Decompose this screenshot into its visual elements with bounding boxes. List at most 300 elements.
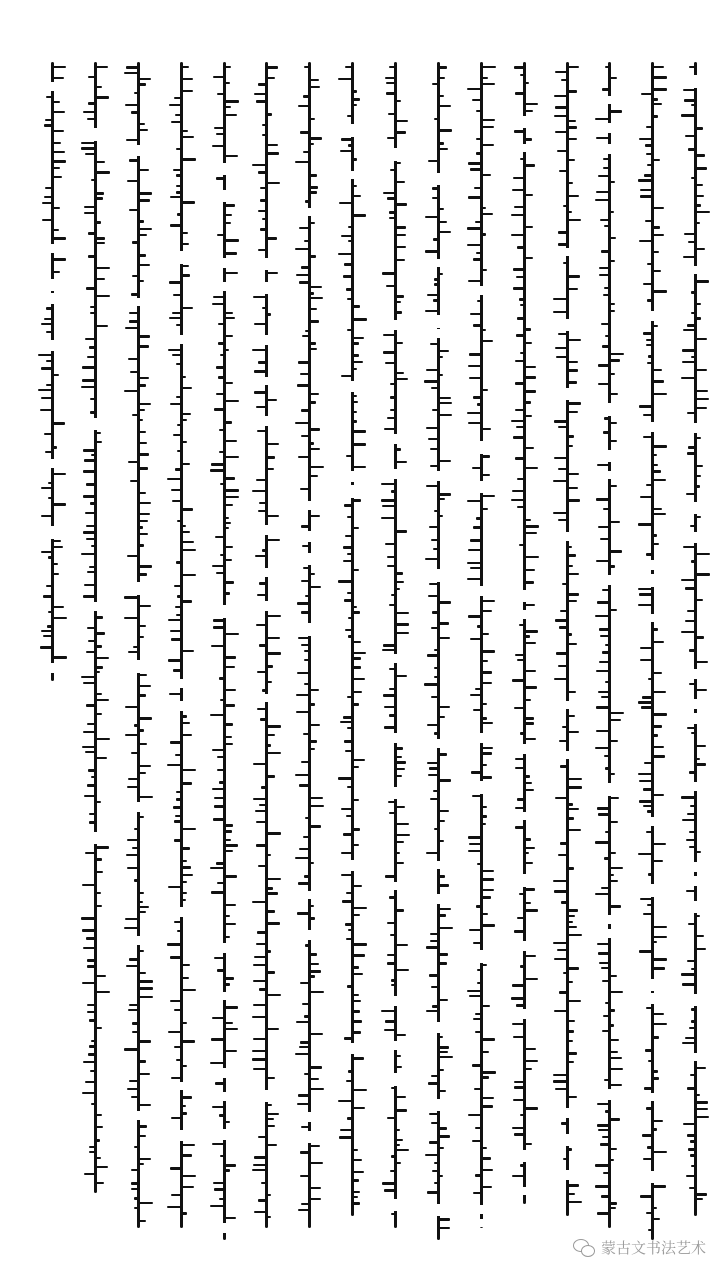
word-gap <box>91 418 100 430</box>
letter-stroke <box>696 516 701 518</box>
letter-stroke <box>514 130 524 133</box>
letter-stroke <box>177 424 181 426</box>
word-gap <box>648 979 657 991</box>
letter-stroke <box>45 187 52 189</box>
letter-stroke <box>429 1141 438 1144</box>
word-gap <box>348 860 357 871</box>
letter-stroke <box>310 186 318 189</box>
letter-stroke <box>439 95 444 97</box>
letter-stroke <box>139 972 146 974</box>
letter-stroke <box>387 565 395 567</box>
letter-stroke <box>304 683 309 685</box>
letter-stroke <box>519 544 524 546</box>
letter-stroke <box>482 119 495 121</box>
word-gap <box>134 298 143 306</box>
letter-stroke <box>396 675 407 677</box>
letter-stroke <box>382 505 395 507</box>
letter-stroke <box>212 1106 224 1108</box>
word-gap <box>563 388 572 400</box>
letter-stroke <box>384 726 395 729</box>
letter-stroke <box>139 1158 151 1160</box>
letter-stroke <box>470 638 481 640</box>
letter-stroke <box>353 914 360 916</box>
letter-stroke <box>182 1022 187 1024</box>
letter-stroke <box>225 633 239 635</box>
letter-stroke <box>525 1068 532 1070</box>
word-gap <box>391 1041 400 1050</box>
letter-stroke <box>684 233 695 235</box>
column-stem <box>566 62 569 1216</box>
letter-stroke <box>45 451 52 453</box>
letter-stroke <box>525 862 533 864</box>
letter-stroke <box>386 82 395 84</box>
letter-stroke <box>124 617 138 619</box>
letter-stroke <box>134 1197 138 1200</box>
letter-stroke <box>353 954 365 957</box>
letter-stroke <box>225 527 229 529</box>
letter-stroke <box>396 1096 406 1098</box>
letter-stroke <box>139 772 146 774</box>
letter-stroke <box>42 202 52 204</box>
letter-stroke <box>468 1114 481 1116</box>
letter-stroke <box>383 644 395 647</box>
letter-stroke <box>472 467 481 469</box>
letter-stroke <box>427 654 438 657</box>
letter-stroke <box>134 1207 138 1209</box>
letter-stroke <box>84 212 95 214</box>
letter-stroke <box>434 676 438 678</box>
letter-stroke <box>688 446 695 449</box>
letter-stroke <box>385 362 395 364</box>
letter-stroke <box>391 490 395 493</box>
letter-stroke <box>685 620 695 622</box>
letter-stroke <box>299 281 309 284</box>
letter-stroke <box>210 1062 224 1064</box>
letter-stroke <box>558 468 567 470</box>
letter-stroke <box>469 843 481 845</box>
letter-stroke <box>134 879 138 882</box>
letter-stroke <box>182 782 192 785</box>
letter-stroke <box>689 1187 695 1189</box>
letter-stroke <box>213 1182 224 1184</box>
letter-stroke <box>482 66 496 68</box>
letter-stroke <box>225 904 236 906</box>
letter-stroke <box>385 77 395 79</box>
letter-stroke <box>439 820 445 822</box>
letter-stroke <box>139 377 149 379</box>
letter-stroke <box>568 786 582 789</box>
letter-stroke <box>525 909 538 912</box>
letter-stroke <box>131 1182 138 1185</box>
letter-stroke <box>310 393 319 395</box>
letter-stroke <box>213 76 224 78</box>
letter-stroke <box>645 220 652 222</box>
letter-stroke <box>558 519 567 521</box>
letter-stroke <box>212 1017 224 1019</box>
letter-stroke <box>175 468 181 471</box>
letter-stroke <box>295 248 309 250</box>
letter-stroke <box>653 691 666 693</box>
letter-stroke <box>525 1060 538 1062</box>
letter-stroke <box>345 629 352 631</box>
letter-stroke <box>182 549 196 551</box>
letter-stroke <box>696 599 703 601</box>
letter-stroke <box>568 435 574 438</box>
letter-stroke <box>525 978 538 980</box>
letter-stroke <box>82 884 95 886</box>
letter-stroke <box>90 312 95 314</box>
letter-stroke <box>384 1029 395 1031</box>
letter-stroke <box>568 554 576 557</box>
letter-stroke <box>182 1040 195 1043</box>
letter-stroke <box>477 300 481 302</box>
letter-stroke <box>512 984 524 987</box>
letter-stroke <box>513 1099 524 1101</box>
letter-stroke <box>514 930 524 933</box>
letter-stroke <box>252 1169 266 1171</box>
letter-stroke <box>687 324 695 327</box>
letter-stroke <box>689 771 695 774</box>
letter-stroke <box>434 510 438 512</box>
letter-stroke <box>53 142 61 144</box>
letter-stroke <box>641 93 652 95</box>
letter-stroke <box>303 567 309 569</box>
letter-stroke <box>439 129 452 132</box>
letter-stroke <box>429 526 438 528</box>
letter-stroke <box>525 699 531 701</box>
letter-stroke <box>682 1042 695 1044</box>
letter-stroke <box>225 477 235 480</box>
letter-stroke <box>256 100 266 103</box>
letter-stroke <box>126 66 138 69</box>
letter-stroke <box>167 478 181 480</box>
letter-stroke <box>46 307 52 310</box>
letter-stroke <box>172 354 181 356</box>
letter-stroke <box>353 1107 365 1109</box>
letter-stroke <box>139 533 148 535</box>
text-column <box>463 62 500 1252</box>
letter-stroke <box>467 562 481 564</box>
letter-stroke <box>647 164 652 166</box>
letter-stroke <box>310 1066 322 1069</box>
letter-stroke <box>439 962 447 965</box>
letter-stroke <box>653 1151 667 1153</box>
letter-stroke <box>267 1125 275 1127</box>
letter-stroke <box>302 1003 309 1005</box>
letter-stroke <box>170 956 181 959</box>
letter-stroke <box>482 747 493 749</box>
letter-stroke <box>96 197 103 200</box>
letter-stroke <box>640 496 652 498</box>
letter-stroke <box>127 786 138 788</box>
letter-stroke <box>176 1059 181 1061</box>
word-gap <box>48 293 57 304</box>
letter-stroke <box>427 724 438 726</box>
letter-stroke <box>81 553 95 555</box>
letter-stroke <box>568 1184 579 1187</box>
letter-stroke <box>83 495 95 498</box>
letter-stroke <box>53 374 59 376</box>
letter-stroke <box>342 900 352 903</box>
letter-stroke <box>139 625 146 627</box>
letter-stroke <box>310 222 315 224</box>
letter-stroke <box>482 340 493 342</box>
word-gap <box>434 1099 443 1111</box>
letter-stroke <box>254 956 266 958</box>
letter-stroke <box>84 795 95 797</box>
letter-stroke <box>482 83 495 85</box>
letter-stroke <box>604 417 609 420</box>
word-gap <box>220 258 229 268</box>
letter-stroke <box>482 752 492 755</box>
letter-stroke <box>44 433 52 435</box>
letter-stroke <box>596 730 609 732</box>
word-gap <box>691 502 700 514</box>
letter-stroke <box>348 144 352 147</box>
column-stem <box>137 62 140 1228</box>
letter-stroke <box>295 774 309 776</box>
letter-stroke <box>647 263 652 265</box>
letter-stroke <box>176 191 181 194</box>
letter-stroke <box>139 636 144 638</box>
letter-stroke <box>139 403 151 405</box>
letter-stroke <box>182 387 192 389</box>
letter-stroke <box>96 666 103 669</box>
letter-stroke <box>48 556 52 559</box>
letter-stroke <box>597 601 609 604</box>
letter-stroke <box>41 515 52 517</box>
letter-stroke <box>139 199 150 202</box>
letter-stroke <box>353 466 366 468</box>
letter-stroke <box>267 443 279 445</box>
letter-stroke <box>426 485 438 487</box>
letter-stroke <box>252 490 266 492</box>
letter-stroke <box>468 850 481 852</box>
letter-stroke <box>216 133 224 135</box>
letter-stroke <box>525 82 529 84</box>
text-column <box>677 62 714 1252</box>
letter-stroke <box>127 1088 138 1090</box>
mongolian-text-body <box>34 62 714 1252</box>
letter-stroke <box>396 301 401 303</box>
letter-stroke <box>476 152 481 155</box>
letter-stroke <box>298 882 309 885</box>
letter-stroke <box>513 177 524 179</box>
letter-stroke <box>482 717 487 720</box>
letter-stroke <box>696 758 700 760</box>
letter-stroke <box>90 411 95 414</box>
letter-stroke <box>139 950 144 952</box>
letter-stroke <box>390 396 395 399</box>
letter-stroke <box>82 982 95 984</box>
letter-stroke <box>96 975 106 977</box>
letter-stroke <box>41 551 52 553</box>
letter-stroke <box>653 1120 663 1122</box>
letter-stroke <box>129 1080 138 1082</box>
letter-stroke <box>267 744 271 747</box>
word-gap <box>691 266 700 274</box>
letter-stroke <box>512 189 524 191</box>
letter-stroke <box>89 566 95 568</box>
letter-stroke <box>396 226 406 229</box>
letter-stroke <box>482 1005 490 1007</box>
letter-stroke <box>182 66 189 68</box>
letter-stroke <box>653 88 667 91</box>
word-gap <box>648 884 657 897</box>
letter-stroke <box>525 888 535 891</box>
letter-stroke <box>216 177 224 180</box>
word-gap <box>648 614 657 622</box>
letter-stroke <box>482 1071 496 1074</box>
letter-stroke <box>267 144 278 146</box>
letter-stroke <box>641 706 652 709</box>
letter-stroke <box>310 308 317 310</box>
letter-stroke <box>252 1050 266 1052</box>
letter-stroke <box>81 147 95 150</box>
letter-stroke <box>212 749 224 751</box>
letter-stroke <box>432 611 438 614</box>
letter-stroke <box>683 329 695 331</box>
letter-stroke <box>389 211 395 214</box>
letter-stroke <box>602 589 609 591</box>
letter-stroke <box>170 1167 181 1170</box>
letter-stroke <box>353 1020 362 1023</box>
letter-stroke <box>353 1191 360 1193</box>
letter-stroke <box>653 470 661 473</box>
letter-stroke <box>139 513 150 515</box>
letter-stroke <box>648 873 652 876</box>
letter-stroke <box>598 952 609 955</box>
letter-stroke <box>512 1175 524 1177</box>
word-gap <box>648 311 657 321</box>
letter-stroke <box>44 318 52 320</box>
letter-stroke <box>467 227 481 230</box>
word-gap <box>434 329 443 338</box>
word-gap <box>262 282 271 294</box>
letter-stroke <box>475 1174 481 1177</box>
letter-stroke <box>642 1134 652 1137</box>
letter-stroke <box>310 1162 323 1164</box>
letter-stroke <box>653 936 667 938</box>
letter-stroke <box>610 740 618 742</box>
letter-stroke <box>482 495 495 497</box>
letter-stroke <box>610 991 623 993</box>
letter-stroke <box>182 769 196 771</box>
letter-stroke <box>132 414 138 416</box>
letter-stroke <box>439 716 445 718</box>
letter-stroke <box>601 250 609 253</box>
letter-stroke <box>515 826 524 829</box>
letter-stroke <box>605 767 609 770</box>
letter-stroke <box>643 436 652 438</box>
letter-stroke <box>225 312 233 314</box>
letter-stroke <box>132 1022 138 1025</box>
letter-stroke <box>514 206 524 208</box>
letter-stroke <box>126 854 138 856</box>
letter-stroke <box>296 1021 309 1023</box>
letter-stroke <box>225 656 236 659</box>
letter-stroke <box>568 1020 575 1022</box>
letter-stroke <box>220 699 224 701</box>
letter-stroke <box>176 561 181 564</box>
letter-stroke <box>598 526 609 528</box>
letter-stroke <box>46 331 52 333</box>
letter-stroke <box>210 714 224 716</box>
letter-stroke <box>310 963 319 965</box>
letter-stroke <box>182 1186 194 1188</box>
word-gap <box>220 282 229 291</box>
letter-stroke <box>267 887 273 890</box>
letter-stroke <box>439 637 450 639</box>
word-gap <box>48 82 57 91</box>
word-gap <box>391 733 400 743</box>
letter-stroke <box>426 427 438 429</box>
letter-stroke <box>686 493 695 495</box>
letter-stroke <box>259 502 266 504</box>
letter-stroke <box>683 256 695 258</box>
word-gap <box>177 701 186 711</box>
letter-stroke <box>254 370 266 373</box>
letter-stroke <box>353 657 361 660</box>
letter-stroke <box>554 890 567 893</box>
word-gap <box>391 1199 400 1211</box>
letter-stroke <box>470 539 481 542</box>
letter-stroke <box>353 611 360 614</box>
letter-stroke <box>167 943 181 946</box>
letter-stroke <box>267 665 273 668</box>
letter-stroke <box>396 181 405 183</box>
letter-stroke <box>482 269 487 271</box>
letter-stroke <box>346 938 352 940</box>
letter-stroke <box>53 503 66 506</box>
letter-stroke <box>595 118 609 120</box>
letter-stroke <box>139 384 146 387</box>
letter-stroke <box>347 985 352 988</box>
letter-stroke <box>467 244 481 246</box>
column-stem <box>51 62 54 681</box>
letter-stroke <box>43 595 52 598</box>
letter-stroke <box>217 882 224 884</box>
letter-stroke <box>696 935 704 937</box>
letter-stroke <box>653 1023 667 1025</box>
letter-stroke <box>513 287 524 290</box>
letter-stroke <box>139 254 146 257</box>
letter-stroke <box>525 642 536 644</box>
letter-stroke <box>696 553 710 555</box>
letter-stroke <box>653 479 666 481</box>
letter-stroke <box>472 1064 481 1067</box>
letter-stroke <box>470 567 481 569</box>
letter-stroke <box>267 77 275 79</box>
word-gap <box>305 623 314 636</box>
letter-stroke <box>260 187 266 189</box>
letter-stroke <box>653 926 667 928</box>
letter-stroke <box>396 852 400 854</box>
letter-stroke <box>610 353 624 355</box>
letter-stroke <box>310 475 318 477</box>
letter-stroke <box>439 914 446 917</box>
letter-stroke <box>170 630 181 632</box>
letter-stroke <box>653 1185 666 1188</box>
letter-stroke <box>472 99 481 101</box>
letter-stroke <box>467 412 481 414</box>
letter-stroke <box>482 870 494 872</box>
letter-stroke <box>396 120 408 122</box>
letter-stroke <box>129 159 138 162</box>
letter-stroke <box>96 295 110 297</box>
letter-stroke <box>96 1139 100 1142</box>
letter-stroke <box>267 1194 271 1196</box>
